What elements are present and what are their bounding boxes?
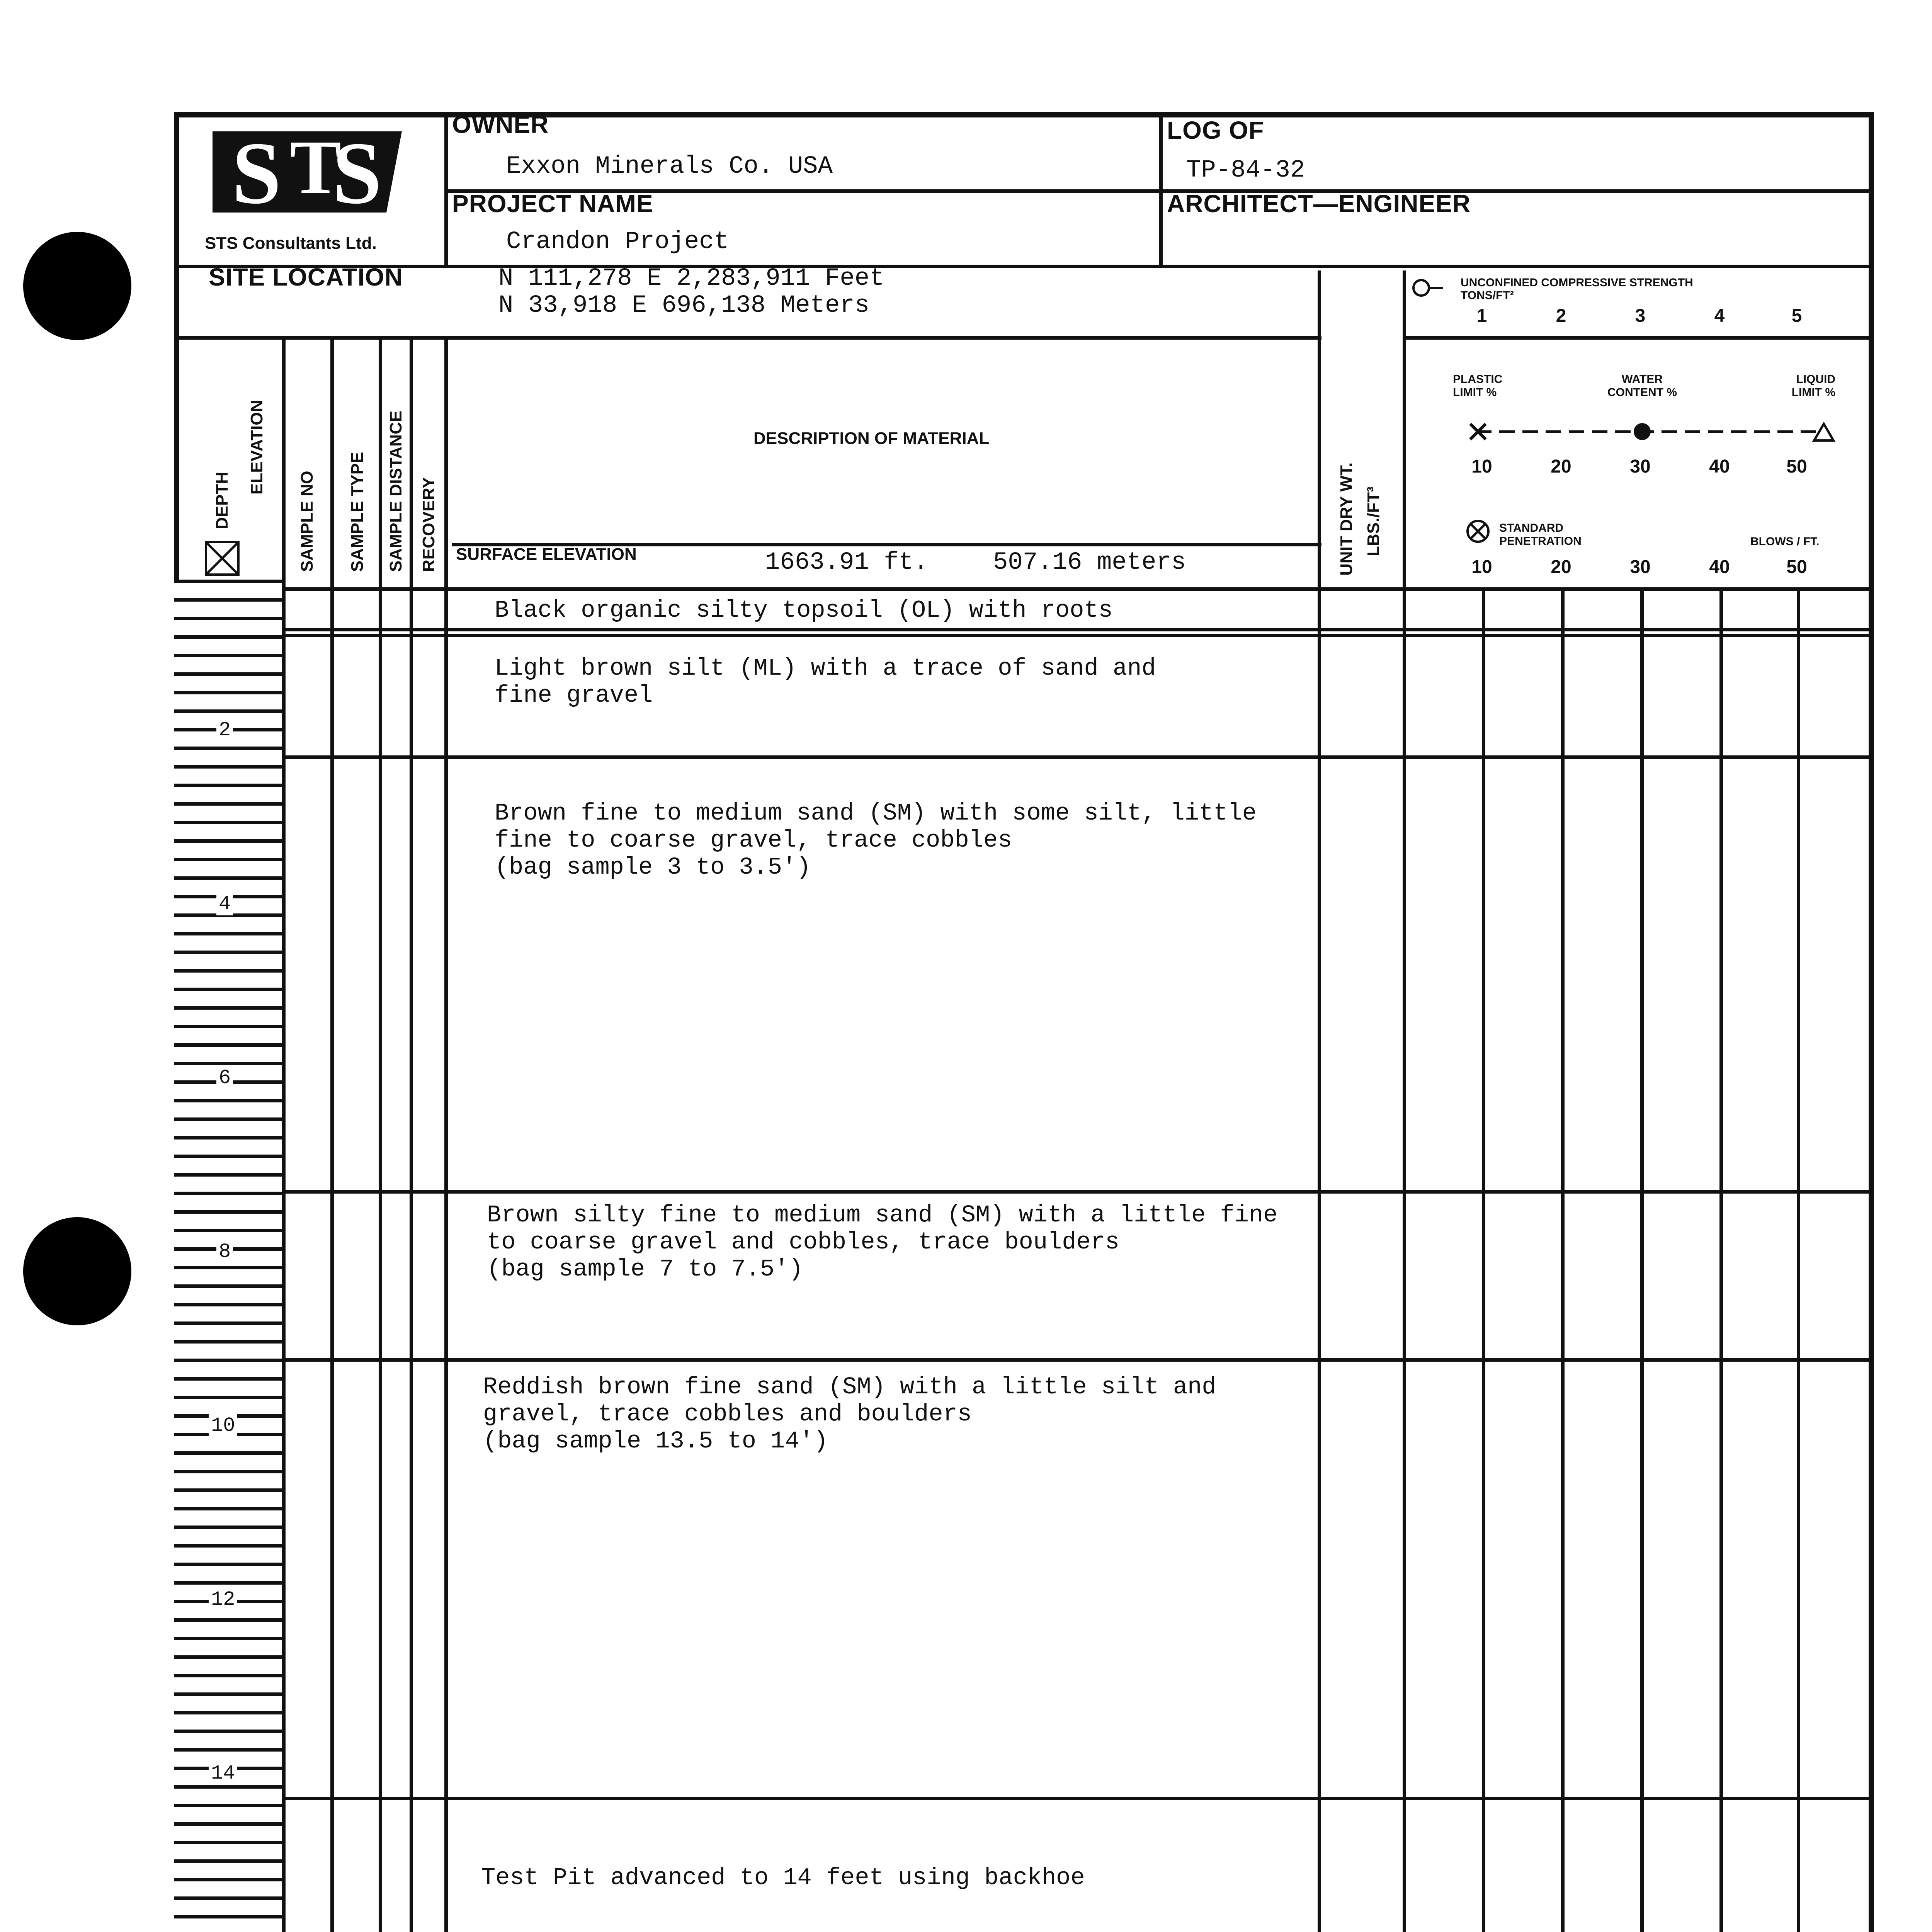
col-sample-no: SAMPLE NO	[298, 471, 316, 572]
strata-line	[282, 1358, 1874, 1362]
col-line	[282, 336, 286, 1932]
divider	[1159, 112, 1163, 265]
spt-icon	[1464, 518, 1492, 547]
divider	[444, 112, 448, 265]
graph-line	[1797, 587, 1800, 1932]
graph-line	[1482, 587, 1485, 1932]
col-line	[379, 336, 382, 1932]
surface-elevation-m: 507.16 meters	[993, 549, 1186, 577]
liquid-limit-label: LIQUID LIMIT %	[1791, 373, 1835, 399]
water-content-label: WATER CONTENT %	[1607, 373, 1677, 399]
ucs-tick: 2	[1556, 306, 1566, 326]
svg-text:S: S	[332, 124, 382, 222]
ucs-tick: 1	[1476, 306, 1487, 326]
depth-mark: 12	[209, 1588, 237, 1611]
architect-label: ARCHITECT—ENGINEER	[1167, 190, 1471, 218]
log-of-label: LOG OF	[1167, 116, 1264, 144]
depth-mark: 4	[216, 893, 233, 915]
depth-mark: 10	[209, 1414, 237, 1437]
plastic-limit-label: PLASTIC LIMIT %	[1453, 373, 1503, 399]
divider	[178, 587, 1874, 591]
col-line	[330, 336, 334, 1932]
col-line	[1403, 270, 1406, 1932]
spt-tick: 40	[1709, 557, 1730, 577]
layer-description: Reddish brown fine sand (SM) with a little silt and gravel, trace cobbles and boulders (bag sample 13.5 to 14')	[483, 1373, 1216, 1455]
strata-line	[282, 1190, 1874, 1194]
divider	[178, 265, 1874, 268]
col-depth: DEPTH	[213, 471, 231, 529]
layer-description: Test Pit advanced to 14 feet using backhoe	[481, 1864, 1085, 1891]
ucs-tick: 4	[1714, 306, 1725, 326]
ucs-tick: 5	[1791, 306, 1802, 326]
svg-text:T: T	[290, 125, 342, 210]
log-of-value: TP-84-32	[1186, 156, 1305, 184]
ucs-tick: 3	[1635, 306, 1646, 326]
spt-tick: 10	[1471, 557, 1492, 577]
description-heading: DESCRIPTION OF MATERIAL	[753, 429, 990, 448]
col-unit-dry-wt-2: LBS./FT³	[1364, 486, 1383, 556]
col-sample-type: SAMPLE TYPE	[348, 452, 367, 572]
spt-label: STANDARD PENETRATION	[1499, 522, 1582, 548]
strata-line	[282, 628, 1874, 631]
layer-description: Light brown silt (ML) with a trace of sand and fine gravel	[495, 655, 1156, 709]
col-recovery: RECOVERY	[419, 477, 438, 572]
limits-line-icon	[1468, 419, 1835, 448]
col-line	[444, 336, 448, 1932]
wc-tick: 50	[1786, 456, 1807, 477]
divider	[1403, 336, 1874, 340]
graph-line	[1640, 587, 1644, 1932]
project-value: Crandon Project	[506, 228, 729, 256]
divider	[178, 634, 1874, 637]
company-name: STS Consultants Ltd.	[205, 234, 377, 253]
layer-description: Brown fine to medium sand (SM) with some silt, little fine to coarse gravel, trace cobbles (bag sample 3 to 3.5')	[495, 799, 1257, 881]
depth-mark: 6	[216, 1066, 233, 1089]
ucs-unit: TONS/FT²	[1461, 289, 1514, 302]
spt-tick: 50	[1786, 557, 1807, 577]
depth-mark: 8	[216, 1240, 233, 1263]
layer-description: Brown silty fine to medium sand (SM) with a little fine to coarse gravel and cobbles, trace boulders (bag sample 7 to 7.5')	[487, 1201, 1278, 1283]
ucs-label: UNCONFINED COMPRESSIVE STRENGTH	[1461, 276, 1693, 289]
strata-line	[282, 1797, 1874, 1800]
project-label: PROJECT NAME	[452, 190, 653, 218]
blows-label: BLOWS / FT.	[1750, 535, 1820, 548]
col-line	[1318, 270, 1321, 1932]
divider	[178, 336, 1321, 340]
spt-tick: 20	[1551, 557, 1571, 577]
col-unit-dry-wt-1: UNIT DRY WT.	[1337, 462, 1356, 576]
wc-tick: 10	[1471, 456, 1492, 477]
graph-line	[1561, 587, 1565, 1932]
surface-elevation-ft: 1663.91 ft.	[765, 549, 929, 577]
graph-line	[1719, 587, 1723, 1932]
wc-tick: 20	[1551, 456, 1571, 477]
depth-mark: 2	[216, 719, 233, 742]
layer-description: Black organic silty topsoil (OL) with roots	[495, 597, 1113, 624]
sts-logo	[201, 116, 417, 228]
strata-line	[282, 755, 1874, 759]
wc-tick: 30	[1630, 456, 1651, 477]
owner-value: Exxon Minerals Co. USA	[506, 153, 833, 180]
site-label: SITE LOCATION	[209, 263, 403, 291]
depth-cross-icon	[205, 541, 240, 576]
punch-hole	[23, 232, 131, 340]
site-line-1: N 111,278 E 2,283,911 Feet	[498, 265, 884, 293]
punch-hole	[23, 1217, 131, 1325]
svg-text:S: S	[232, 124, 281, 222]
ucs-circle-icon	[1410, 276, 1445, 301]
col-line	[410, 336, 413, 1932]
spt-tick: 30	[1630, 557, 1651, 577]
wc-tick: 40	[1709, 456, 1730, 477]
col-elevation: ELEVATION	[247, 400, 266, 495]
surface-elevation-label: SURFACE ELEVATION	[456, 545, 637, 564]
depth-mark: 14	[209, 1762, 237, 1785]
site-line-2: N 33,918 E 696,138 Meters	[498, 292, 870, 320]
owner-label: OWNER	[452, 111, 549, 138]
col-sample-distance: SAMPLE DISTANCE	[386, 410, 405, 572]
